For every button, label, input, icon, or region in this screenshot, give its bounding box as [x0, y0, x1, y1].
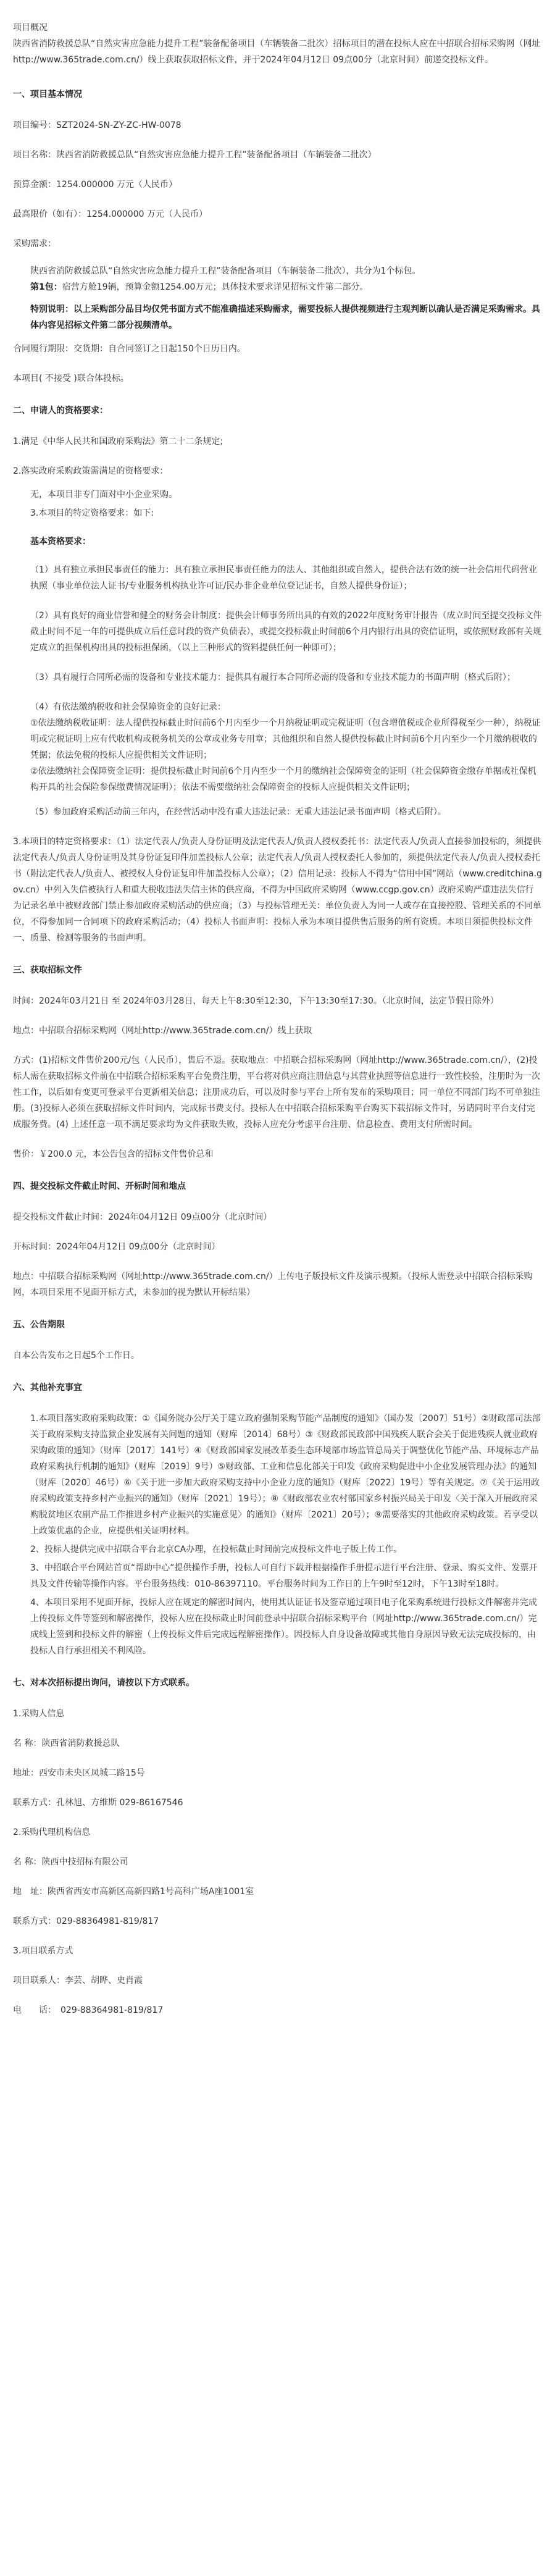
supplement-2: 2、投标人提供完成中招联合平台北京CA办理，在投标截止时间前完成投标文件电子版上传工作。 — [30, 1545, 403, 1554]
requirement-label: 采购需求： — [13, 239, 56, 249]
requirement-summary: 陕西省消防救援总队“自然灾害应急能力提升工程”装备配备项目（车辆装备二批次），共分为1个标包。 — [30, 266, 421, 276]
opening-time: 开标时间：2024年04月12日 09点00分（北京时间） — [13, 1242, 220, 1252]
agency-contact: 联系方式：029-88364981-819/817 — [13, 1916, 159, 1926]
max-price: 最高限价（如有）：1254.000000 万元（人民币） — [13, 209, 207, 219]
section-5-title: 五、公告期限 — [13, 1320, 65, 1330]
requirement-lot-1 — [13, 279, 542, 295]
basic-qualification-4-1: ①依法缴纳税收证明：法人提供投标截止时间前6个月内至少一个月纳税证明或完税证明（包含增值税或企业所得税至少一种），纳税证明或完税证明上应有代收机构或税务机关的公章或业务专用章；其他组织和自然人提供投标截止时间前6个月内至少一个月缴纳税收的凭据；依法免税的投标人应提供相关文件证明； — [30, 718, 541, 760]
section-3-title: 三、获取招标文件 — [13, 965, 82, 975]
special-note: 特别说明：以上采购部分品目均仅凭书面方式不能准确描述采购需求，需要投标人提供视频进行主观判断以确认是否满足采购需求。具体内容见招标文件第二部分视频清单。 — [30, 304, 540, 330]
overview-text: 陕西省消防救援总队“自然灾害应急能力提升工程”装备配备项目（车辆装备二批次）招标项目的潜在投标人应在中招联合招标采购网（网址http://www.365trade.com.cn/）线上获取获取招标文件，并于2024年04月12日 09点00分（北京时间）前递交投标文件。 — [13, 39, 541, 65]
project-name: 项目名称：陕西省消防救援总队“自然灾害应急能力提升工程”装备配备项目（车辆装备二批次） — [13, 150, 377, 160]
basic-qualification-label: 基本资格要求： — [30, 537, 91, 547]
overview-section — [13, 20, 542, 68]
agency-title: 2.采购代理机构信息 — [13, 1827, 91, 1837]
section-1-title: 一、项目基本情况 — [13, 90, 82, 99]
document-place: 地点：中招联合招标采购网（网址http://www.365trade.com.cn/）线上获取 — [13, 1026, 312, 1036]
lot-1-label: 第1包： — [30, 282, 62, 292]
section-2-title: 二、申请人的资格要求： — [13, 406, 108, 416]
lot-1-detail: 宿营方舱19辆，预算金额1254.00万元；具体技术要求详见招标文件第二部分。 — [62, 282, 369, 292]
document-method: 方式：(1)招标文件售价200元/包（人民币），售后不退。获取地点：中招联合招标采购网（网址http://www.365trade.com.cn/），(2)投标人需在获取招标文件前在中招联合招标采购平台免费注册，平台将对供应商注册信息与其营业执照等信息进行一致性校验，注册时为一次性工作，以后如有变更可登录平台更新相关信息；注册成功后，可以及时参与平台上所有发布的采购项目；同一单位不同部门均不可单独注册。(3)投标人必须在获取招标文件时间内，完成标书费支付。投标人在中招联合招标采购平台购买下载招标文件时，另请同时平台支付完成服务费。(4) 上述任意一项不满足要求均为文件获取失败，投标人应充分考虑平台注册、信息检查、费用支付所需时间。 — [13, 1055, 540, 1130]
project-contact-phone: 电 话： 029-88364981-819/817 — [13, 2005, 164, 2015]
project-contact-title: 3.项目联系方式 — [13, 1946, 73, 1956]
purchaser-contact: 联系方式：孔林旭、方维斯 029-86167546 — [13, 1798, 183, 1808]
contract-term: 合同履行期限：交货期：自合同签订之日起150个日历日内。 — [13, 344, 246, 354]
supplement-4: 4、本项目采用不见面开标，投标人应在规定的解密时间内，使用其认证证书及签章通过项目电子化采购系统进行投标文件解密并完成上传投标文件等签到和解密操作，投标人应在投标截止时间前登录中招联合招标采购平台（网址http://www.365trade.com.cn/）完成线上签到和投标文件的解密（上传投标文件后完成远程解密操作）。因投标人自身设备故障或其他自身原因导致无法完成投标的，由投标人自行承担相关不利风险。 — [30, 1598, 537, 1656]
overview-heading: 项目概况 — [13, 23, 48, 33]
budget-amount: 预算金额：1254.000000 万元（人民币） — [13, 180, 177, 190]
purchaser-address: 地址：西安市未央区凤城二路15号 — [13, 1768, 145, 1778]
submission-deadline: 提交投标文件截止时间：2024年04月12日 09点00分（北京时间） — [13, 1212, 272, 1222]
qualification-2: 2.落实政府采购政策需满足的资格要求： — [13, 466, 169, 476]
agency-address: 地 址：陕西省西安市高新区高新四路1号高科广场A座1001室 — [13, 1887, 254, 1897]
purchaser-title: 1.采购人信息 — [13, 1709, 65, 1719]
section-7-title: 七、对本次招标提出询问，请按以下方式联系。 — [13, 1678, 194, 1688]
basic-qualification-4: （4）有依法缴纳税收和社会保障资金的良好记录： — [30, 702, 226, 712]
supplement-3: 3、中招联合平台网站首页“帮助中心”提供操作手册，投标人可自行下载并根据操作手册提示进行平台注册、登录、购买文件、发票开具及文件传输等操作内容。平台服务热线：010-86397110。平台服务时间为工作日的上午9时至12时，下午13时至18时。 — [30, 1563, 538, 1589]
qualification-1: 1.满足《中华人民共和国政府采购法》第二十二条规定; — [13, 437, 223, 447]
opening-place: 地点：中招联合招标采购网（网址http://www.365trade.com.cn/）上传电子版投标文件及演示视频。（投标人需登录中招联合招标采购网，本项目采用不见面开标方式，未参加的视为默认开标结果） — [13, 1272, 533, 1298]
section-4-title: 四、提交投标文件截止时间、开标时间和地点 — [13, 1181, 186, 1191]
purchaser-name: 名 称：陕西省消防救援总队 — [13, 1739, 120, 1748]
basic-qualification-4-2: ②依法缴纳社会保障资金证明：提供投标截止时间前6个月内至少一个月的缴纳社会保障资金的证明（社会保障资金缴存单据或社保机构开具的社会保险参保缴费情况证明）；依法不需要缴纳社会保障资金的投标人应提供相关文件证明； — [30, 766, 536, 792]
supplement-1: 1.本项目落实政府采购政策：①《国务院办公厅关于建立政府强制采购节能产品制度的通知》（国办发〔2007〕51号）②财政部司法部关于政府采购支持监狱企业发展有关问题的通知（财库〔2014〕68号）③《财政部民政部中国残疾人联合会关于促进残疾人就业政府采购政策的通知》（财库〔2017〕141号）④《财政部国家发展改革委生态环境部市场监管总局关于调整优化节能产品、环境标志产品政府采购执行机制的通知》（财库〔2019〕9号）⑤财政部、工业和信息化部关于印发《政府采购促进中小企业发展管理办法》的通知（财库〔2020〕46号）⑥《关于进一步加大政府采购支持中小企业力度的通知》（财库〔2022〕19号）等有关规定。⑦《关于运用政府采购政策支持乡村产业振兴的通知》（财库〔2021〕19号）；⑧《财政部农业农村部国家乡村振兴局关于印发〈关于深入开展政府采购脱贫地区农副产品工作推进乡村产业振兴的实施意见〉的通知》（财库〔2021〕20号）；⑨需要落实的其他政府采购政策。若享受以上政策优惠的企业，应提供相关证明材料。 — [30, 1414, 541, 1536]
qualification-2-detail: 无，本项目非专门面对中小企业采购。 — [30, 490, 177, 500]
specific-qualification: 3.本项目的特定资格要求：（1）法定代表人/负责人身份证明及法定代表人/负责人授权委托书：法定代表人/负责人直接参加投标的，须提供法定代表人/负责人身份证明及其身份证复印件加盖投标人公章；法定代表人/负责人授权委托人参加的，须提供法定代表人/负责人授权委托书（附法定代表人/负责人、被授权人身份证复印件加盖投标人公章）；（2）信用记录：投标人不得为“信用中国”网站（www.creditchina.gov.cn）中列入失信被执行人和重大税收违法失信主体的供应商，不得为中国政府采购网（www.ccgp.gov.cn）政府采购严重违法失信行为记录名单中被财政部门禁止参加政府采购活动的供应商；（3）与投标管理无关：单位负责人为同一人或存在直接控股、管理关系的不同单位，不得参加同一合同项下的政府采购活动；（4）投标人书面声明：投标人承为本项目提供售后服务的所有资质。本项目须提供投标文件一、质量、检测等服务的书面声明。 — [13, 837, 542, 943]
notice-period: 自本公告发布之日起5个工作日。 — [13, 1351, 140, 1361]
basic-qualification-2: （2）具有良好的商业信誉和健全的财务会计制度：提供会计师事务所出具的有效的2022年度财务审计报告（成立时间至提交投标文件截止时间不足一年的可提供成立后任意时段的资产负债表），或提交投标截止时间前6个月内银行出具的资信证明，或依照财政部有关规定成立的担保机构出具的投标担保函，（以上三种形式的资料提供任何一种即可）； — [30, 611, 542, 653]
section-6-title: 六、其他补充事宜 — [13, 1383, 82, 1393]
document-price: 售价：￥200.0 元，本公告包含的招标文件售价总和 — [13, 1149, 214, 1159]
agency-name: 名 称：陕西中技招标有限公司 — [13, 1857, 128, 1867]
project-contact-person: 项目联系人：李芸、胡晔、史肖霞 — [13, 1976, 143, 1986]
project-number: 项目编号：SZT2024-SN-ZY-ZC-HW-0078 — [13, 120, 182, 130]
basic-qualification-5: （5）参加政府采购活动前三年内，在经营活动中没有重大违法记录：无重大违法记录书面声明（格式后附）。 — [30, 807, 446, 817]
consortium-note: 本项目( 不接受 )联合体投标。 — [13, 374, 129, 384]
qualification-3: 3.本项目的特定资格要求：如下: — [30, 508, 154, 518]
basic-qualification-1: （1）具有独立承担民事责任的能力：具有独立承担民事责任能力的法人、其他组织或自然人，提供合法有效的统一社会信用代码营业执照（事业单位法人证书/专业服务机构执业许可证/民办非企业单位登记证书，自然人提供身份证）； — [30, 565, 537, 591]
document-time: 时间：2024年03月21日 至 2024年03月28日，每天上午8:30至12:30，下午13:30至17:30。（北京时间，法定节假日除外） — [13, 996, 499, 1006]
basic-qualification-3: （3）具有履行合同所必需的设备和专业技术能力：提供具有履行本合同所必需的设备和专业技术能力的书面声明（格式后附）； — [30, 673, 515, 682]
